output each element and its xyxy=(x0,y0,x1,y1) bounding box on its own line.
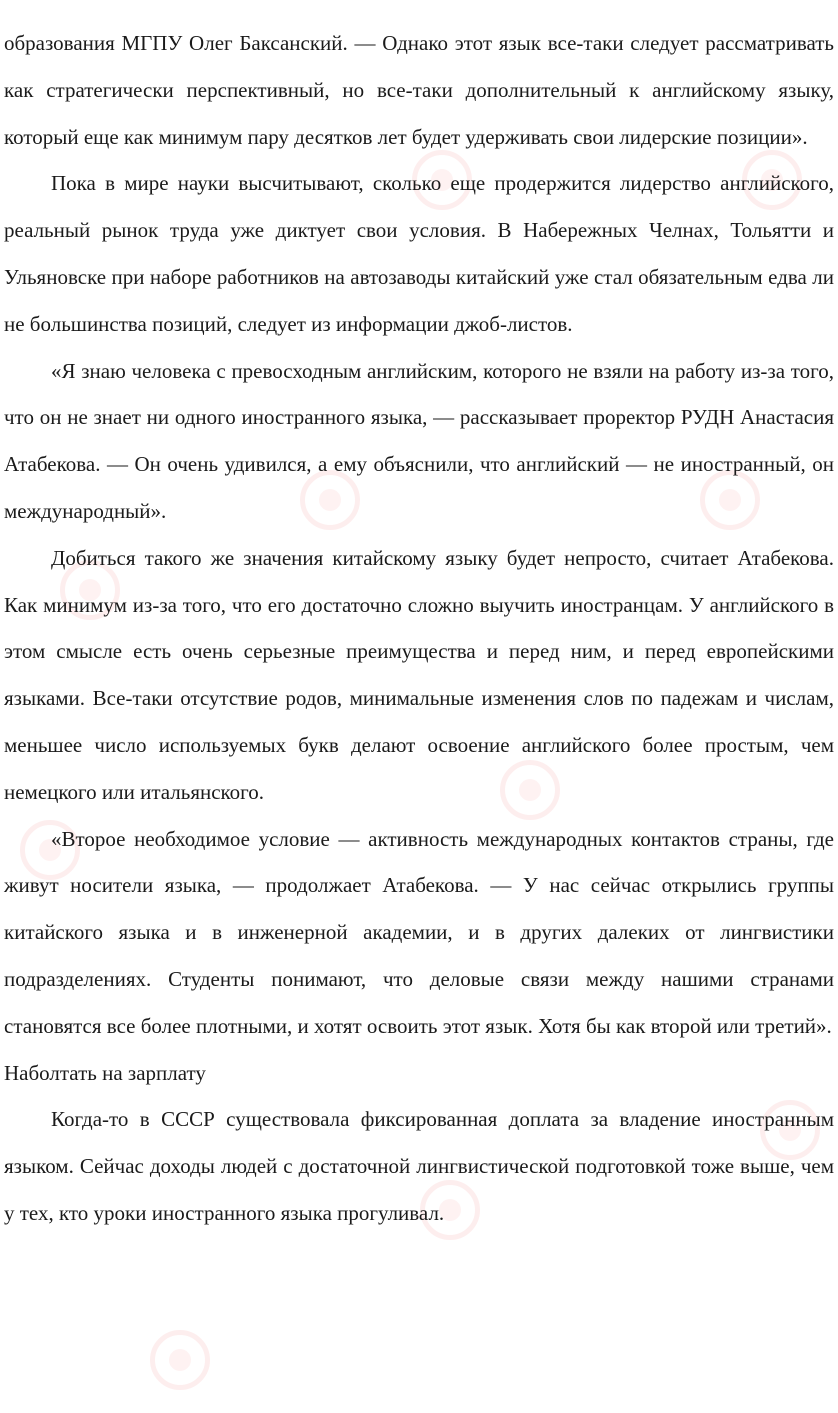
paragraph-5: «Второе необходимое условие — активность международных контактов страны, где живут носители языка, — продолжает Атабекова. — У нас сейчас открылись группы китайского языка и в инженерной академии, и в других далеких от лингвистики подразделениях. Студенты понимают, что деловые связи между нашими странами становятся все более плотными, и хотят освоить этот язык. Хотя бы как второй или третий». xyxy=(4,826,834,1038)
closing-paragraph: Когда-то в СССР существовала фиксированная доплата за владение иностранным языком. Сейчас доходы людей с достаточной лингвистической подготовкой тоже выше, чем у тех, кто уроки иностранного языка прогуливал. xyxy=(4,1107,834,1225)
paragraph-2: Пока в мире науки высчитывают, сколько еще продержится лидерство английского, реальный рынок труда уже диктует свои условия. В Набережных Челнах, Тольятти и Ульяновске при наборе работников на автозаводы китайский уже стал обязательным едва ли не большинства позиций, следует из информации джоб-листов. xyxy=(4,171,834,336)
document-page xyxy=(4,20,834,1237)
paragraph-1: образования МГПУ Олег Баксанский. — Однако этот язык все-таки следует рассматривать как стратегически перспективный, но все-таки дополнительный к английскому языку, который еще как минимум пару десятков лет будет удерживать свои лидерские позиции». xyxy=(4,31,834,149)
watermark-logo-icon xyxy=(150,1330,210,1390)
paragraph-3: «Я знаю человека с превосходным английским, которого не взяли на работу из-за того, что он не знает ни одного иностранного языка, — рассказывает проректор РУДН Анастасия Атабекова. — Он очень удивился, а ему объяснили, что английский — не иностранный, он международный». xyxy=(4,358,834,523)
paragraph-4: Добиться такого же значения китайскому языку будет непросто, считает Атабекова. Как минимум из-за того, что его достаточно сложно выучить иностранцам. У английского в этом смысле есть очень серьезные преимущества и перед ним, и перед европейскими языками. Все-таки отсутствие родов, минимальные изменения слов по падежам и числам, меньшее число используемых букв делают освоение английского более простым, чем немецкого или итальянского. xyxy=(4,545,834,804)
section-heading: Наболтать на зарплату xyxy=(4,1060,206,1085)
